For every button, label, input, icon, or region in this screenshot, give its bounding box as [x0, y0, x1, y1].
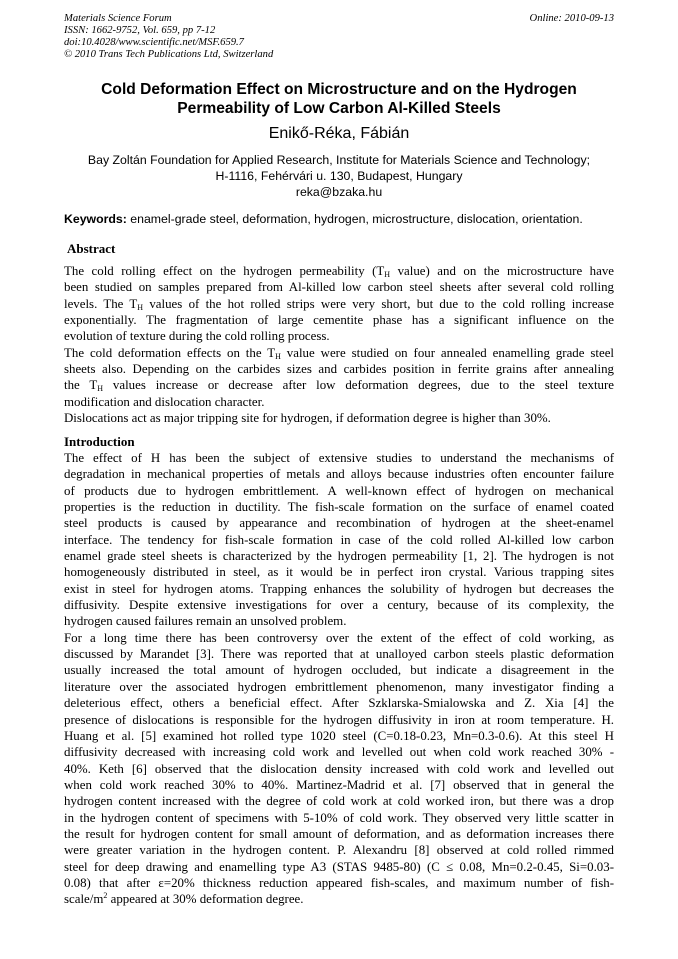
affiliation-line: H-1116, Fehérvári u. 130, Budapest, Hungary — [215, 168, 463, 183]
text-segment: The cold deformation effects on the T — [64, 345, 276, 360]
text-segment: of products due to hydrogen embrittlement. A well-known effect of hydrogen on mechanical — [64, 483, 614, 498]
text-line — [64, 345, 614, 361]
title-line: Permeability of Low Carbon Al-Killed Steels — [177, 100, 501, 117]
abstract-heading: Abstract — [67, 241, 116, 256]
text-segment: degradation in mechanical properties of metals and alloys because industries often encounter failure — [64, 467, 614, 482]
text-segment: literature over the associated hydrogen embrittlement phenomenon, many investigator finding a — [64, 679, 614, 694]
text-segment: scale/m — [64, 892, 104, 907]
text-segment: hydrogen content increased with the degree of cold work at cold worked iron, but there was a drop — [64, 794, 614, 809]
author-email[interactable]: reka@bzaka.hu — [295, 185, 383, 199]
text-line — [64, 328, 614, 344]
text-line — [64, 826, 614, 842]
text-line — [64, 581, 614, 597]
text-segment: exponentially. The fragmentation of large cementite phase has a significant influence on the — [64, 313, 614, 328]
doi: doi:10.4028/www.scientific.net/MSF.659.7 — [64, 37, 244, 48]
keywords-text: enamel-grade steel, deformation, hydrogen, microstructure, dislocation, orientation. — [126, 212, 583, 226]
text-segment: discussed by Marandet [3]. There was reported that at unalloyed carbon steels plastic deformation — [64, 647, 614, 662]
text-line — [64, 466, 614, 482]
text-segment: 40%. Keth [6] observed that the dislocation density increased with cold work and levelled out — [64, 761, 614, 776]
text-line — [64, 377, 614, 393]
text-segment: H — [275, 351, 281, 361]
text-line — [64, 296, 614, 312]
paper-title — [40, 80, 638, 118]
keywords — [64, 212, 624, 227]
introduction-body — [64, 450, 614, 908]
text-segment: For a long time there has been controversy over the extent of the effect of cold working, as — [64, 630, 614, 645]
text-segment: appeared at 30% deformation degree. — [107, 892, 304, 907]
author: Enikő-Réka, Fábián — [268, 125, 410, 142]
text-segment: exist in steel for hydrogen atoms. Trapping enhances the solubility of hydrogen but decreases the — [64, 581, 614, 596]
text-segment: the T — [64, 378, 98, 393]
text-segment: interface. The tendency for fish-scale formation in case of the cold rolled Al-killed low carbon — [64, 532, 614, 547]
copyright: © 2010 Trans Tech Publications Ltd, Switzerland — [64, 49, 274, 60]
text-line — [64, 312, 614, 328]
affiliation — [0, 153, 678, 184]
text-segment: properties is the reduction in ductility. The fish-scale formation on the surface of enamel coated — [64, 500, 614, 515]
text-line — [64, 842, 614, 858]
text-line — [64, 263, 614, 279]
text-segment: steel for deep drawing and enamelling type A3 (STAS 9485-80) (C ≤ 0.08, Mn=0.2-0.45, Si=0.03- — [64, 859, 614, 874]
text-segment: H — [137, 302, 144, 312]
text-line — [64, 630, 614, 646]
text-line — [64, 695, 614, 711]
text-line — [64, 728, 614, 744]
text-segment: value) and on the microstructure have — [390, 264, 614, 278]
text-segment: 0.08) that after ε=20% thickness reduction appeared fish-scales, and maximum number of fish- — [64, 875, 614, 890]
text-segment: H — [384, 270, 391, 279]
text-line — [64, 515, 614, 531]
text-segment: the result for hydrogen content for small amount of deformation, and as deformation increases there — [64, 826, 614, 841]
abstract-body — [64, 263, 614, 426]
text-segment: were greater variation in the hydrogen content. P. Alexandru [8] observed at cold rolled rimmed — [64, 843, 614, 858]
text-line — [64, 810, 614, 826]
text-line — [64, 532, 614, 548]
text-segment: The effect of H has been the subject of extensive studies to understand the mechanisms of — [64, 451, 614, 465]
text-line — [64, 450, 614, 466]
text-segment: homogeneously distributed in steel, as it would be in perfect iron crystal. Various trapping sites — [64, 565, 614, 580]
text-segment: deleterious effect, others a beneficial effect. After Szklarska-Smialowska and Z. Xia [4] the — [64, 696, 614, 711]
text-line — [64, 712, 614, 728]
text-line — [64, 613, 614, 629]
text-segment: modification and dislocation character. — [64, 394, 265, 409]
text-segment: values increase or decrease after low deformation degrees, due to the steel texture — [103, 378, 614, 393]
text-segment: been studied on samples prepared from Al-killed low carbon steel sheets after several cold rolling — [64, 280, 614, 295]
text-line — [64, 859, 614, 875]
text-line — [64, 564, 614, 580]
text-line — [64, 394, 614, 410]
text-line — [64, 410, 614, 426]
text-segment: diffusivity decreased with increasing cold work and levelled out when cold work reached 30% - — [64, 745, 614, 760]
text-segment: The cold rolling effect on the hydrogen permeability (T — [64, 264, 385, 278]
text-line — [64, 793, 614, 809]
text-line — [64, 499, 614, 515]
text-segment: 2 — [103, 891, 108, 901]
text-line — [64, 744, 614, 760]
keywords-label: Keywords: — [64, 212, 127, 226]
title-line: Cold Deformation Effect on Microstructure and on the Hydrogen — [101, 81, 577, 98]
text-segment: Huang et al. [5] examined hot rolled type 1020 steel (C=0.18-0.23, Mn=0.3-0.6). At this steel H — [64, 728, 614, 743]
text-line — [64, 662, 614, 678]
text-segment: when cold work reached 30% to 40%. Martinez-Madrid et al. [7] observed that in general the — [64, 777, 614, 792]
text-segment: enamel grade steel sheets is characterized by the hydrogen permeability [1, 2]. The hydrogen is not — [64, 549, 614, 564]
text-line — [64, 777, 614, 793]
text-segment: diffusivity. Despite extensive investigations for over a century, because of its complexity, the — [64, 598, 614, 613]
text-segment: presence of dislocations is responsible for the hydrogen diffusivity in iron at room temperature. H. — [64, 712, 614, 727]
text-segment: levels. The T — [64, 296, 138, 311]
text-segment: values of the hot rolled strips were very short, but due to the cold rolling increase — [143, 296, 614, 311]
text-line — [64, 361, 614, 377]
journal-name: Materials Science Forum — [64, 13, 172, 24]
text-segment: usually increased the total amount of hydrogen occluded, but indicate a disagreement in the — [64, 663, 614, 678]
text-segment: sheets also. Depending on the carbides sizes and carbides position in ferrite grains after annealing — [64, 362, 614, 377]
text-line — [64, 597, 614, 613]
text-segment: H — [97, 384, 104, 394]
text-line — [64, 483, 614, 499]
online-date: Online: 2010-09-13 — [529, 13, 614, 24]
text-segment: Dislocations act as major tripping site for hydrogen, if deformation degree is higher than 30%. — [64, 411, 551, 426]
text-segment: value were studied on four annealed enamelling grade steel — [280, 345, 614, 360]
text-line — [64, 548, 614, 564]
text-line — [64, 875, 614, 891]
text-line — [64, 761, 614, 777]
text-line — [64, 279, 614, 295]
text-line — [64, 646, 614, 662]
text-line — [64, 891, 614, 907]
affiliation-line: Bay Zoltán Foundation for Applied Research, Institute for Materials Science and Technology; — [87, 153, 591, 167]
text-segment: hydrogen caused failures remain an unsolved problem. — [64, 614, 347, 629]
text-segment: steel products is caused by appearance and recombination of hydrogen at the sheet-enamel — [64, 516, 614, 531]
text-segment: in the hydrogen content of specimens with 5-10% of cold work. They observed very little scatter in — [64, 810, 614, 825]
journal-header — [64, 13, 273, 61]
introduction-heading: Introduction — [64, 434, 135, 449]
issn: ISSN: 1662-9752, Vol. 659, pp 7-12 — [64, 25, 216, 36]
text-segment: evolution of texture during the cold rolling process. — [64, 329, 330, 344]
text-line — [64, 679, 614, 695]
